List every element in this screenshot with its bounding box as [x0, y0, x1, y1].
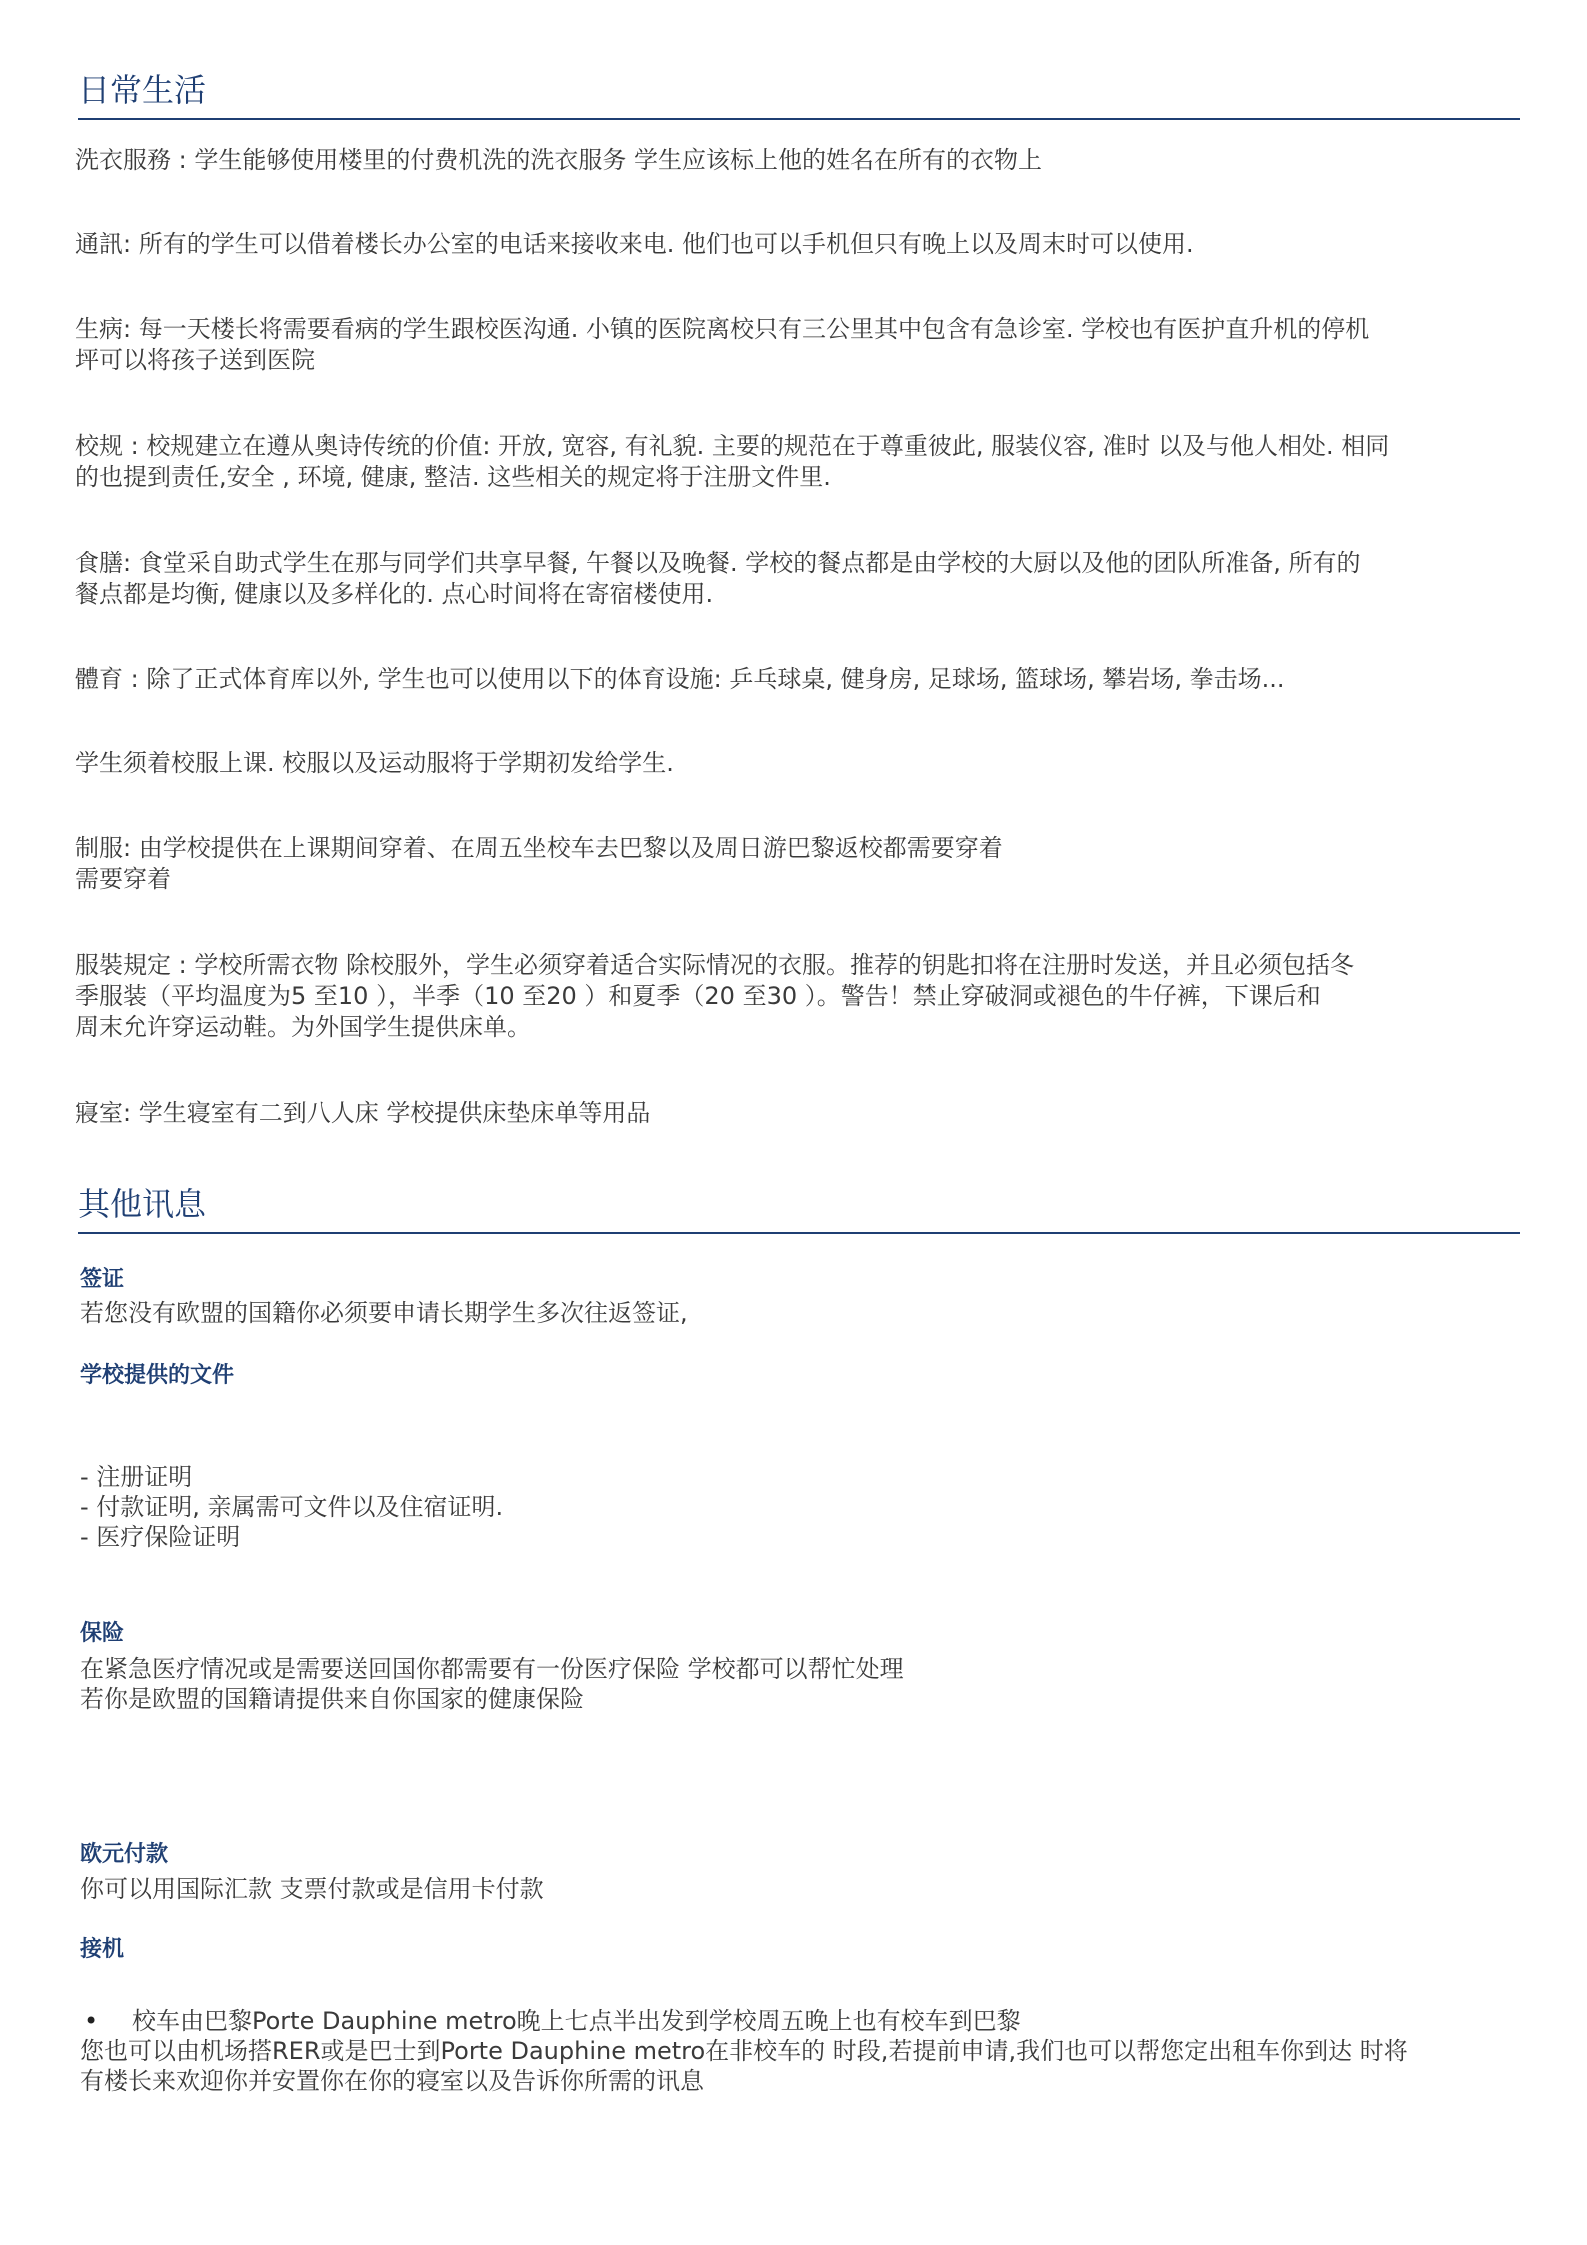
- bullet-text: 校车由巴黎Porte Dauphine metro晚上七点半出发到学校周五晚上也有校车到巴黎: [132, 2007, 1021, 2035]
- uniform-paragraph: [75, 833, 1525, 895]
- paragraph-line: 的也提到责任,安全 , 环境, 健康, 整洁. 这些相关的规定将于注册文件里.: [75, 463, 831, 491]
- pickup-title: 接机: [80, 1937, 125, 1962]
- paragraph-line: 生病: 每一天楼长将需要看病的学生跟校医沟通. 小镇的医院离校只有三公里其中包含有急诊室. 学校也有医护直升机的停机: [75, 315, 1370, 343]
- paragraph-line: 校规 : 校规建立在遵从奥诗传统的价值: 开放, 宽容, 有礼貌. 主要的规范在于尊重彼此, 服装仪容, 准时 以及与他人相处. 相同: [75, 432, 1390, 460]
- paragraph-line: 通訊: 所有的学生可以借着楼长办公室的电话来接收来电. 他们也可以手机但只有晚上以及周末时可以使用.: [75, 230, 1194, 258]
- paragraph-line: 季服装（平均温度为5 至10 ），半季（10 至20 ）和夏季（20 至30 ）。警告！禁止穿破洞或褪色的牛仔裤，下课后和: [75, 982, 1321, 1010]
- insurance-title: 保险: [80, 1621, 125, 1646]
- list-item: - 注册证明: [80, 1463, 193, 1491]
- paragraph-line: 需要穿着: [75, 865, 171, 893]
- paragraph-line: 服裝規定 : 学校所需衣物 除校服外，学生必须穿着适合实际情况的衣服。推荐的钥匙扣将在注册时发送，并且必须包括冬: [75, 951, 1354, 979]
- dormitory-paragraph: [75, 1098, 1525, 1129]
- insurance-line: 在紧急医疗情况或是需要送回国你都需要有一份医疗保险 学校都可以帮忙处理: [80, 1655, 904, 1683]
- insurance-line: 若你是欧盟的国籍请提供来自你国家的健康保险: [80, 1685, 584, 1713]
- documents-list: [80, 1462, 1530, 1552]
- school-rules-paragraph: [75, 431, 1525, 493]
- sports-paragraph: [75, 664, 1525, 695]
- communication-paragraph: [75, 229, 1525, 260]
- payment-text: [80, 1874, 1530, 1904]
- pickup-text: [80, 2006, 1530, 2096]
- paragraph-line: 餐点都是均衡, 健康以及多样化的. 点心时间将在寄宿楼使用.: [75, 580, 714, 608]
- bullet-icon: •: [84, 2007, 99, 2035]
- paragraph-line: 洗衣服務 : 学生能够使用楼里的付费机洗的洗衣服务 学生应该标上他的姓名在所有的衣物上: [75, 146, 1042, 174]
- paragraph-line: 周末允许穿运动鞋。为外国学生提供床单。: [75, 1013, 531, 1041]
- illness-paragraph: [75, 314, 1525, 376]
- section-title-daily-life: 日常生活: [78, 68, 1520, 120]
- insurance-text: [80, 1654, 1530, 1714]
- paragraph-line: 坪可以将孩子送到医院: [75, 346, 315, 374]
- list-item: - 付款证明, 亲属需可文件以及住宿证明.: [80, 1493, 504, 1521]
- section-title-other-info: 其他讯息: [78, 1182, 1520, 1234]
- paragraph-line: 寢室: 学生寝室有二到八人床 学校提供床垫床单等用品: [75, 1099, 651, 1127]
- paragraph-line: 制服: 由学校提供在上课期间穿着、在周五坐校车去巴黎以及周日游巴黎返校都需要穿着: [75, 834, 1003, 862]
- list-item: [80, 2006, 1530, 2036]
- visa-text: [80, 1298, 1530, 1328]
- list-item: - 医疗保险证明: [80, 1523, 241, 1551]
- paragraph-line: 学生须着校服上课. 校服以及运动服将于学期初发给学生.: [75, 749, 674, 777]
- paragraph-line: 食膳: 食堂采自助式学生在那与同学们共享早餐, 午餐以及晚餐. 学校的餐点都是由学校的大厨以及他的团队所准备, 所有的: [75, 549, 1361, 577]
- visa-title: 签证: [80, 1267, 125, 1292]
- laundry-paragraph: [75, 145, 1525, 176]
- pickup-line: 您也可以由机场搭RER或是巴士到Porte Dauphine metro在非校车的 时段,若提前申请,我们也可以帮您定出租车你到达 时将: [80, 2037, 1408, 2065]
- pickup-line: 有楼长来欢迎你并安置你在你的寝室以及告诉你所需的讯息: [80, 2067, 704, 2095]
- documents-title: 学校提供的文件: [80, 1363, 235, 1388]
- dress-code-paragraph: [75, 950, 1525, 1043]
- payment-line: 你可以用国际汇款 支票付款或是信用卡付款: [80, 1875, 544, 1903]
- paragraph-line: 體育 : 除了正式体育库以外, 学生也可以使用以下的体育设施: 乒乓球桌, 健身房, 足球场, 篮球场, 攀岩场, 拳击场...: [75, 665, 1285, 693]
- visa-line: 若您没有欧盟的国籍你必须要申请长期学生多次往返签证,: [80, 1299, 688, 1327]
- meals-paragraph: [75, 548, 1525, 610]
- uniform-note-paragraph: [75, 748, 1525, 779]
- payment-title: 欧元付款: [80, 1842, 169, 1867]
